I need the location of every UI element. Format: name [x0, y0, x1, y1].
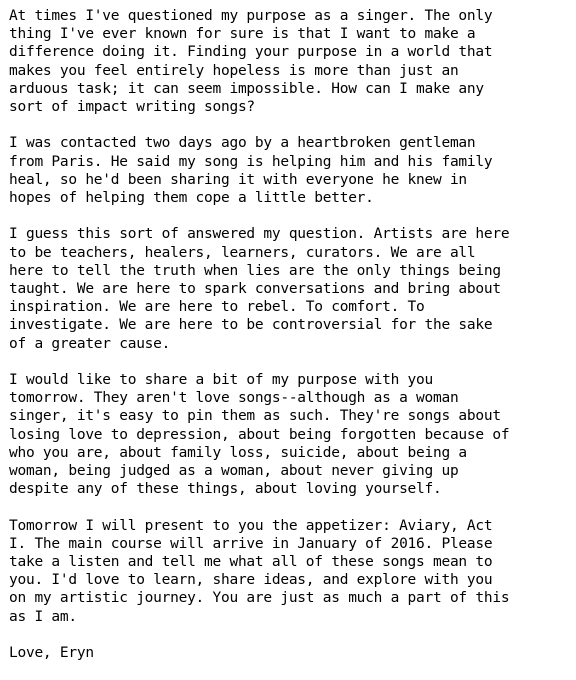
text-line: investigate. We are here to be controversial for the sake: [9, 317, 493, 334]
paragraph-songs-description: [9, 371, 571, 498]
text-line: despite any of these things, about loving yourself.: [9, 481, 442, 498]
text-line: hopes of helping them cope a little better.: [9, 190, 374, 207]
text-line: arduous task; it can seem impossible. How can I make any: [9, 80, 484, 97]
text-line: as I am.: [9, 608, 77, 625]
text-line: you. I'd love to learn, share ideas, and explore with you: [9, 572, 493, 589]
text-line: of a greater cause.: [9, 335, 171, 352]
text-line: Love, Eryn: [9, 645, 94, 662]
text-line: Tomorrow I will present to you the appetizer: Aviary, Act: [9, 517, 493, 534]
text-line: take a listen and tell me what all of these songs mean to: [9, 554, 493, 571]
text-line: losing love to depression, about being forgotten because of: [9, 426, 510, 443]
paragraph-purpose-question: [9, 7, 571, 116]
text-line: I would like to share a bit of my purpose with you: [9, 372, 433, 389]
text-line: on my artistic journey. You are just as much a part of this: [9, 590, 510, 607]
text-line: I. The main course will arrive in January of 2016. Please: [9, 535, 493, 552]
text-line: tomorrow. They aren't love songs--although as a woman: [9, 390, 459, 407]
text-line: woman, being judged as a woman, about never giving up: [9, 463, 459, 480]
paragraph-paris-story: [9, 134, 571, 207]
paragraph-artists-purpose: [9, 225, 571, 352]
text-line: inspiration. We are here to rebel. To comfort. To: [9, 299, 425, 316]
text-line: thing I've ever known for sure is that I want to make a: [9, 26, 476, 43]
signature-line: [9, 644, 571, 662]
letter-body: [9, 7, 571, 680]
text-line: to be teachers, healers, learners, curators. We are all: [9, 244, 476, 261]
text-line: heal, so he'd been sharing it with everyone he knew in: [9, 171, 467, 188]
text-line: sort of impact writing songs?: [9, 99, 255, 116]
text-line: makes you feel entirely hopeless is more than just an: [9, 62, 459, 79]
text-line: I was contacted two days ago by a heartbroken gentleman: [9, 135, 476, 152]
text-line: here to tell the truth when lies are the only things being: [9, 262, 501, 279]
text-line: At times I've questioned my purpose as a singer. The only: [9, 8, 493, 24]
text-line: taught. We are here to spark conversations and bring about: [9, 281, 501, 298]
text-line: I guess this sort of answered my question. Artists are here: [9, 226, 510, 243]
text-line: difference doing it. Finding your purpose in a world that: [9, 44, 493, 61]
text-line: who you are, about family loss, suicide, about being a: [9, 444, 467, 461]
text-line: from Paris. He said my song is helping him and his family: [9, 153, 493, 170]
text-line: singer, it's easy to pin them as such. They're songs about: [9, 408, 501, 425]
paragraph-release-announcement: [9, 517, 571, 626]
